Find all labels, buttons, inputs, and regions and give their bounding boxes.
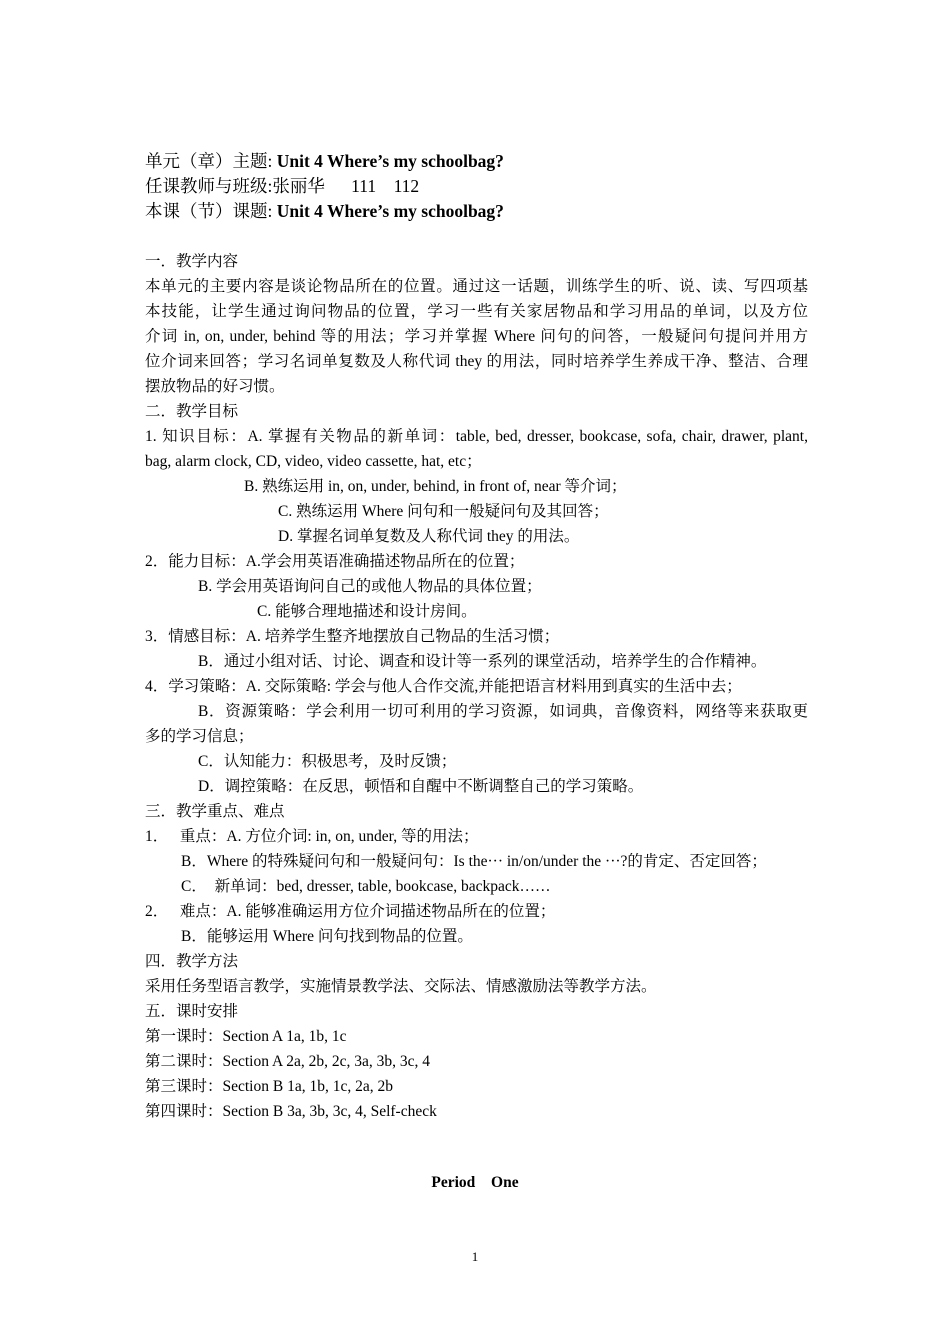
paragraph-line: 介词 in, on, under, behind 等的用法；学习并掌握 Where 问句的问答，一般疑问句提问并用方	[145, 328, 808, 345]
teacher-line	[145, 174, 419, 199]
goal-line: B．资源策略：学会利用一切可利用的学习资源，如词典，音像资料，网络等来获取更	[198, 703, 808, 720]
paragraph-line: 摆放物品的好习惯。	[145, 378, 285, 395]
section-heading-content: 一．教学内容	[145, 253, 239, 270]
schedule-item: 第二课时：Section A 2a, 2b, 2c, 3a, 3b, 3c, 4	[145, 1053, 430, 1070]
lesson-title: Unit 4 Where’s my schoolbag?	[276, 201, 504, 221]
unit-label: 单元（章）主题:	[145, 151, 273, 171]
goal-line: bag, alarm clock, CD, video, video cassette, hat, etc；	[145, 453, 482, 470]
page-number: 1	[471, 1249, 479, 1264]
goal-line: C. 熟练运用 Where 问句和一般疑问句及其回答；	[278, 503, 609, 520]
goal-line: B. 熟练运用 in, on, under, behind, in front of, near 等介词；	[244, 478, 627, 495]
focus-line: B．能够运用 Where 问句找到物品的位置。	[181, 928, 473, 945]
schedule-item: 第三课时：Section B 1a, 1b, 1c, 2a, 2b	[145, 1078, 393, 1095]
goal-line: 4．学习策略：A. 交际策略: 学会与他人合作交流,并能把语言材料用到真实的生活中去；	[145, 678, 742, 695]
section-heading-schedule: 五．课时安排	[145, 1003, 239, 1020]
teacher-label: 任课教师与班级:	[145, 176, 273, 196]
goal-line: 2．能力目标：A.学会用英语准确描述物品所在的位置；	[145, 553, 525, 570]
teacher-value: 张丽华 111 112	[272, 176, 420, 196]
goal-line: D．调控策略：在反思，顿悟和自醒中不断调整自己的学习策略。	[198, 778, 644, 795]
period-title: Period One	[431, 1174, 519, 1191]
unit-title: Unit 4 Where’s my schoolbag?	[276, 151, 504, 171]
lesson-topic-line	[145, 199, 504, 224]
section-heading-focus: 三．教学重点、难点	[145, 803, 285, 820]
goal-line: D. 掌握名词单复数及人称代词 they 的用法。	[278, 528, 580, 545]
goal-line: B. 学会用英语询问自己的或他人物品的具体位置；	[198, 578, 542, 595]
goal-line: 3．情感目标：A. 培养学生整齐地摆放自己物品的生活习惯；	[145, 628, 560, 645]
goal-line: 多的学习信息；	[145, 728, 254, 745]
schedule-item: 第四课时：Section B 3a, 3b, 3c, 4, Self-check	[145, 1103, 437, 1120]
paragraph-line: 本技能，让学生通过询问物品的位置，学习一些有关家居物品和学习用品的单词，以及方位	[145, 303, 808, 320]
section-heading-goals: 二．教学目标	[145, 403, 239, 420]
section-heading-methods: 四．教学方法	[145, 953, 239, 970]
focus-line: 1． 重点：A. 方位介词: in, on, under, 等的用法；	[145, 828, 479, 845]
lesson-label: 本课（节）课题:	[145, 201, 273, 221]
goal-line: B．通过小组对话、讨论、调查和设计等一系列的课堂活动，培养学生的合作精神。	[198, 653, 767, 670]
unit-topic-line	[145, 149, 504, 174]
methods-text: 采用任务型语言教学，实施情景教学法、交际法、情感激励法等教学方法。	[145, 978, 657, 995]
goal-line: 1. 知识目标：A. 掌握有关物品的新单词：table, bed, dresser, bookcase, sofa, chair, drawer, plant,	[145, 428, 808, 445]
focus-line: B．Where 的特殊疑问句和一般疑问句：Is the··· in/on/under the ···?的肯定、否定回答；	[181, 853, 767, 870]
focus-line: C． 新单词：bed, dresser, table, bookcase, backpack……	[181, 878, 551, 895]
focus-line: 2． 难点：A. 能够准确运用方位介词描述物品所在的位置；	[145, 903, 556, 920]
goal-line: C. 能够合理地描述和设计房间。	[257, 603, 477, 620]
paragraph-line: 本单元的主要内容是谈论物品所在的位置。通过这一话题，训练学生的听、说、读、写四项基	[145, 278, 808, 295]
paragraph-line: 位介词来回答；学习名词单复数及人称代词 they 的用法，同时培养学生养成干净、整洁、合理	[145, 353, 808, 370]
schedule-item: 第一课时：Section A 1a, 1b, 1c	[145, 1028, 347, 1045]
goal-line: C．认知能力：积极思考，及时反馈；	[198, 753, 457, 770]
